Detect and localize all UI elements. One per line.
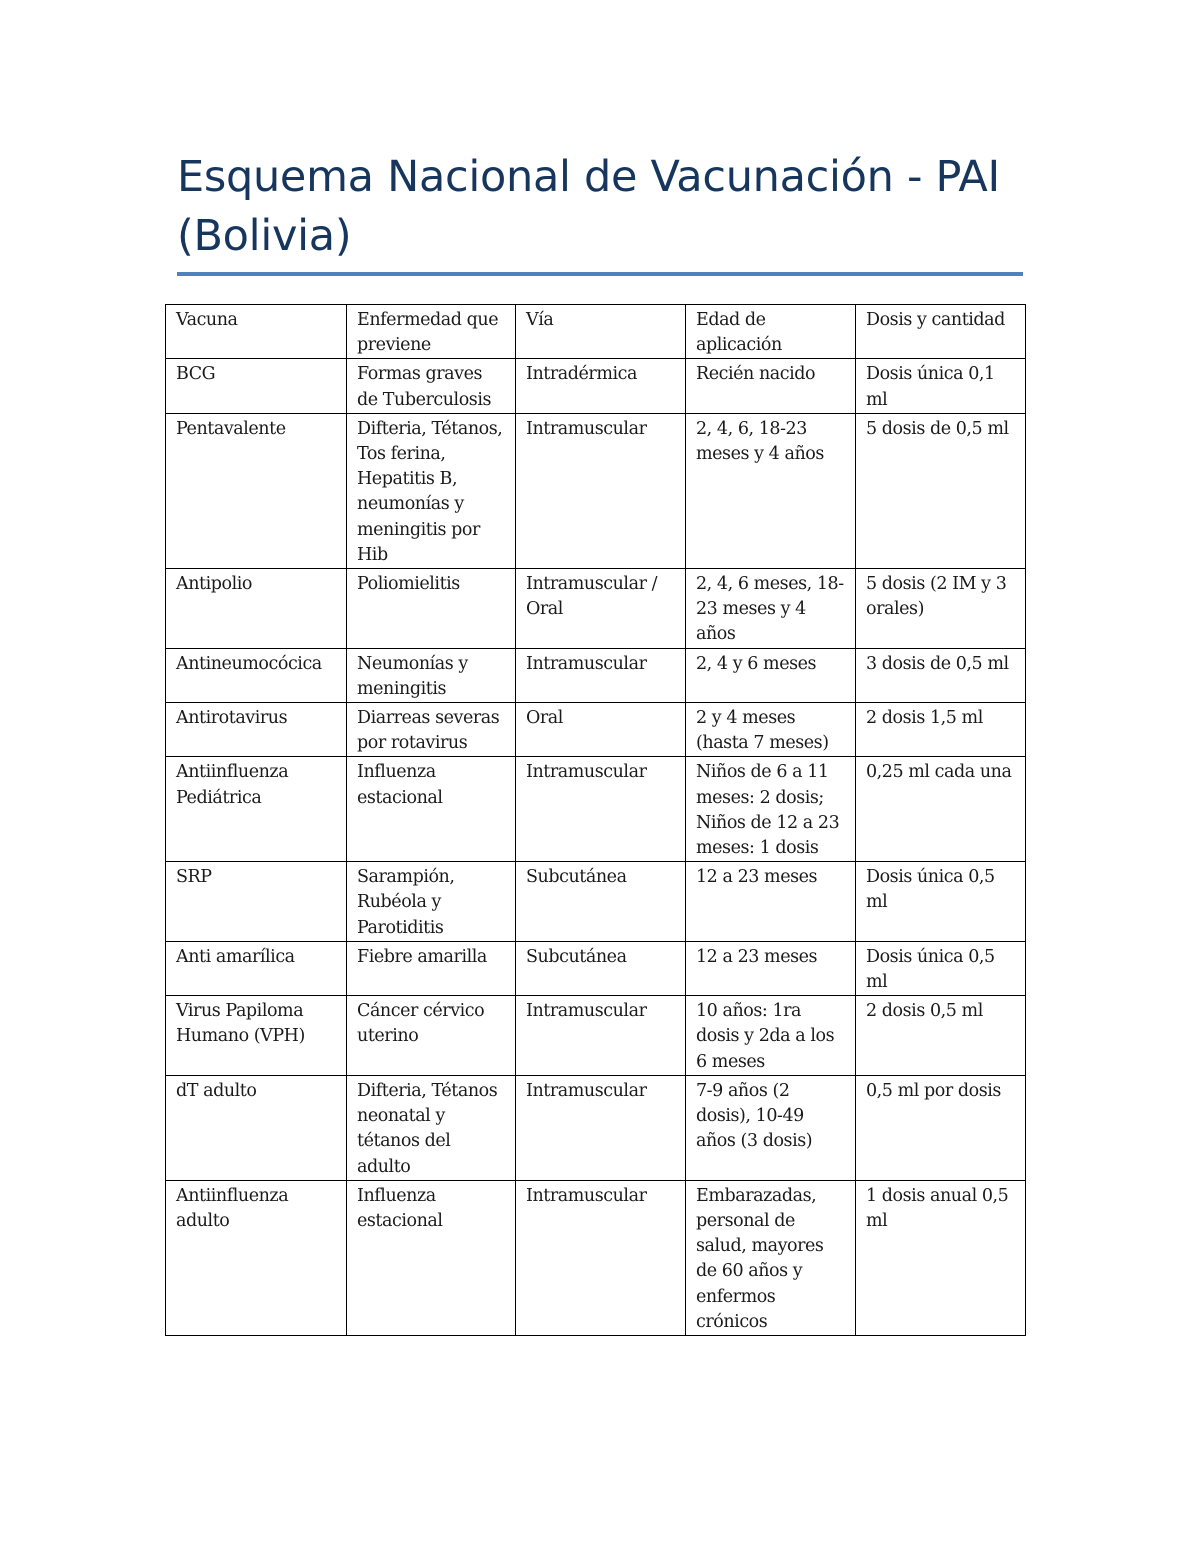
table-row [166, 413, 1026, 568]
cell-enfermedad: Difteria, Tétanos, Tos ferina, Hepatitis B, neumonías y meningitis por Hib [347, 413, 516, 568]
cell-via: Intramuscular [516, 1075, 686, 1180]
cell-enfermedad: Influenza estacional [347, 1180, 516, 1335]
table-row [166, 569, 1026, 649]
cell-enfermedad: Sarampión, Rubéola y Parotiditis [347, 862, 516, 942]
cell-via: Intramuscular [516, 996, 686, 1076]
cell-edad: 2, 4, 6, 18-23 meses y 4 años [686, 413, 856, 568]
cell-dosis: Dosis única 0,5 ml [856, 862, 1026, 942]
cell-dosis: 5 dosis (2 IM y 3 orales) [856, 569, 1026, 649]
cell-edad: 2 y 4 meses (hasta 7 meses) [686, 703, 856, 757]
cell-vacuna: Antirotavirus [166, 703, 347, 757]
cell-vacuna: BCG [166, 359, 347, 413]
table-row [166, 703, 1026, 757]
table-row [166, 757, 1026, 862]
cell-enfermedad: Formas graves de Tuberculosis [347, 359, 516, 413]
table-row [166, 648, 1026, 702]
cell-via: Intramuscular [516, 1180, 686, 1335]
table-row [166, 996, 1026, 1076]
cell-enfermedad: Difteria, Tétanos neonatal y tétanos del adulto [347, 1075, 516, 1180]
title-underline [177, 272, 1023, 276]
cell-edad: 7-9 años (2 dosis), 10-49 años (3 dosis) [686, 1075, 856, 1180]
cell-enfermedad: Diarreas severas por rotavirus [347, 703, 516, 757]
cell-enfermedad: Poliomielitis [347, 569, 516, 649]
cell-vacuna: Antineumocócica [166, 648, 347, 702]
header-enfermedad: Enfermedad que previene [347, 305, 516, 359]
table-row [166, 1180, 1026, 1335]
header-dosis: Dosis y cantidad [856, 305, 1026, 359]
cell-via: Intramuscular [516, 757, 686, 862]
cell-dosis: 0,5 ml por dosis [856, 1075, 1026, 1180]
cell-enfermedad: Neumonías y meningitis [347, 648, 516, 702]
cell-via: Intramuscular [516, 648, 686, 702]
vaccination-schedule-table [165, 304, 1026, 1336]
cell-dosis: Dosis única 0,1 ml [856, 359, 1026, 413]
cell-vacuna: Antiinfluenza adulto [166, 1180, 347, 1335]
cell-via: Intramuscular / Oral [516, 569, 686, 649]
cell-dosis: 2 dosis 1,5 ml [856, 703, 1026, 757]
cell-dosis: 0,25 ml cada una [856, 757, 1026, 862]
cell-via: Subcutánea [516, 862, 686, 942]
header-via: Vía [516, 305, 686, 359]
cell-via: Oral [516, 703, 686, 757]
cell-edad: 2, 4, 6 meses, 18-23 meses y 4 años [686, 569, 856, 649]
cell-enfermedad: Cáncer cérvico uterino [347, 996, 516, 1076]
cell-enfermedad: Fiebre amarilla [347, 941, 516, 995]
cell-vacuna: Antiinfluenza Pediátrica [166, 757, 347, 862]
header-vacuna: Vacuna [166, 305, 347, 359]
cell-enfermedad: Influenza estacional [347, 757, 516, 862]
document-title: Esquema Nacional de Vacunación - PAI (Bolivia) [177, 152, 1000, 261]
table-row [166, 359, 1026, 413]
table-row [166, 862, 1026, 942]
cell-vacuna: Anti amarílica [166, 941, 347, 995]
cell-edad: Embarazadas, personal de salud, mayores de 60 años y enfermos crónicos [686, 1180, 856, 1335]
cell-edad: 10 años: 1ra dosis y 2da a los 6 meses [686, 996, 856, 1076]
table-row [166, 1075, 1026, 1180]
cell-vacuna: SRP [166, 862, 347, 942]
cell-vacuna: dT adulto [166, 1075, 347, 1180]
cell-edad: Niños de 6 a 11 meses: 2 dosis; Niños de 12 a 23 meses: 1 dosis [686, 757, 856, 862]
cell-edad: 12 a 23 meses [686, 941, 856, 995]
cell-dosis: 1 dosis anual 0,5 ml [856, 1180, 1026, 1335]
cell-vacuna: Virus Papiloma Humano (VPH) [166, 996, 347, 1076]
header-edad: Edad de aplicación [686, 305, 856, 359]
cell-via: Intramuscular [516, 413, 686, 568]
table-row [166, 941, 1026, 995]
cell-via: Subcutánea [516, 941, 686, 995]
table-header-row [166, 305, 1026, 359]
cell-dosis: 5 dosis de 0,5 ml [856, 413, 1026, 568]
cell-vacuna: Pentavalente [166, 413, 347, 568]
cell-dosis: 2 dosis 0,5 ml [856, 996, 1026, 1076]
cell-edad: 12 a 23 meses [686, 862, 856, 942]
cell-via: Intradérmica [516, 359, 686, 413]
cell-edad: 2, 4 y 6 meses [686, 648, 856, 702]
cell-edad: Recién nacido [686, 359, 856, 413]
cell-dosis: 3 dosis de 0,5 ml [856, 648, 1026, 702]
cell-dosis: Dosis única 0,5 ml [856, 941, 1026, 995]
cell-vacuna: Antipolio [166, 569, 347, 649]
